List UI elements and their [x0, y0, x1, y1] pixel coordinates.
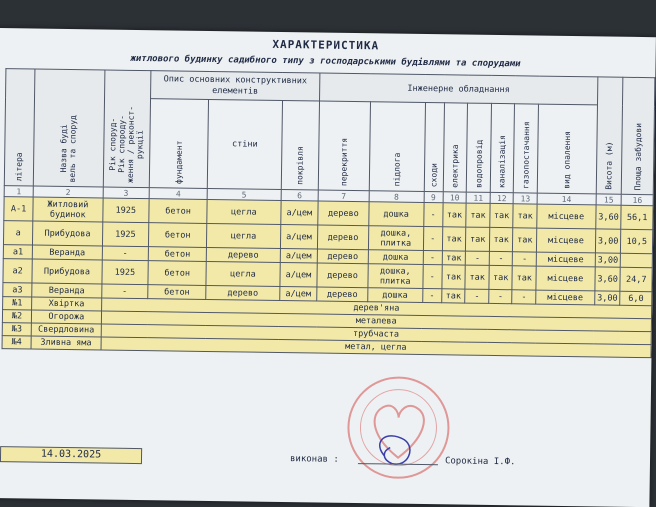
cell-walls: цегла: [207, 223, 281, 248]
cell-gas: -: [512, 290, 536, 304]
cell-flooring: дошка: [368, 250, 423, 265]
cell-sewer: так: [489, 265, 513, 289]
column-number: 5: [207, 188, 281, 200]
cell-walls: дерево: [206, 247, 280, 262]
cell-floors: дерево: [317, 225, 368, 250]
header-year: Рік споруд- Рік спороду- ження / реконст- рукції: [103, 70, 151, 188]
cell-area: 24,7: [620, 267, 652, 291]
header-water: водопровід: [467, 103, 492, 192]
cell-roof: а/цем: [279, 286, 317, 301]
cell-litera: а1: [3, 245, 32, 259]
column-number: 14: [537, 193, 596, 205]
seal-stamp-icon: [342, 371, 456, 485]
cell-heating: місцеве: [536, 252, 595, 267]
cell-electric: так: [441, 289, 465, 303]
cell-name: Прибудова: [32, 259, 102, 284]
cell-name: Веранда: [32, 283, 101, 298]
column-number: 3: [103, 187, 150, 199]
header-height: Висота (м): [596, 77, 623, 194]
column-number: 7: [318, 190, 369, 202]
cell-water: так: [466, 227, 490, 251]
executed-label: виконав :: [289, 454, 339, 465]
cell-area: 6,0: [620, 291, 652, 305]
cell-height: 3,00: [595, 253, 621, 267]
cell-electric: так: [442, 251, 466, 265]
cell-stairs: -: [422, 264, 442, 288]
cell-water: -: [465, 289, 489, 303]
cell-foundation: бетон: [148, 285, 206, 300]
cell-floors: дерево: [317, 263, 368, 288]
extra-material: дерев'яна: [101, 298, 652, 319]
characteristics-table: [2, 68, 656, 358]
column-number: 13: [514, 193, 538, 204]
cell-area: 10,5: [621, 229, 653, 253]
cell-walls: цегла: [206, 261, 280, 286]
header-litera: літера: [4, 69, 35, 186]
cell-roof: а/цем: [280, 248, 318, 263]
cell-area: [621, 253, 653, 267]
header-roof: покрівля: [281, 101, 320, 191]
extra-name: Хвіртка: [32, 297, 101, 311]
cell-floors: дерево: [317, 287, 368, 302]
cell-walls: цегла: [207, 199, 281, 224]
document-subtitle: житлового будинку садибного типу з господарськими будівлями та спорудами: [130, 53, 521, 70]
document-title: ХАРАКТЕРИСТИКА: [272, 37, 380, 53]
cell-year: 1925: [102, 198, 149, 223]
cell-height: 3,60: [595, 267, 621, 291]
column-number: 16: [622, 194, 654, 205]
header-gas: газопостачання: [514, 104, 539, 193]
extra-number: №1: [3, 297, 32, 310]
extra-material: метал, цегла: [101, 337, 652, 358]
cell-foundation: бетон: [148, 223, 206, 248]
cell-roof: а/цем: [280, 224, 318, 249]
column-number: 2: [33, 186, 102, 198]
cell-gas: -: [513, 252, 537, 266]
cell-foundation: бетон: [148, 247, 206, 262]
cell-electric: так: [443, 203, 467, 227]
cell-flooring: дошка: [368, 288, 423, 303]
cell-foundation: бетон: [149, 199, 207, 224]
cell-height: 3,00: [595, 229, 621, 253]
cell-water: так: [466, 203, 490, 227]
cell-foundation: бетон: [148, 261, 206, 286]
cell-name: Прибудова: [33, 221, 103, 246]
cell-stairs: -: [422, 288, 441, 302]
header-electric: електрика: [443, 103, 468, 192]
header-heating: вид опалення: [537, 104, 597, 194]
column-number: 4: [149, 188, 207, 200]
column-number: 15: [596, 194, 622, 205]
column-number: 8: [369, 191, 424, 203]
column-number: 12: [490, 192, 514, 203]
cell-sewer: так: [489, 227, 513, 251]
document-date: 14.03.2025: [0, 446, 142, 464]
header-floors: перекриття: [318, 101, 370, 191]
cell-sewer: -: [489, 289, 513, 303]
cell-floors: дерево: [317, 249, 368, 264]
extra-name: Огорожа: [32, 310, 101, 324]
cell-flooring: дошка: [369, 202, 424, 227]
cell-area: 56,1: [621, 205, 653, 229]
cell-electric: так: [442, 265, 466, 289]
cell-gas: так: [512, 266, 536, 290]
cell-flooring: дошка, плитка: [368, 264, 423, 289]
header-name: Назва буді вель та споруд: [34, 69, 105, 187]
cell-name: Житловий будинок: [33, 197, 103, 222]
document-page: [0, 28, 656, 507]
header-stairs: сходи: [424, 102, 444, 191]
cell-water: так: [465, 265, 489, 289]
column-number: 6: [281, 189, 319, 201]
cell-height: 3,60: [595, 205, 621, 229]
header-area: Площа забудови: [622, 77, 655, 194]
cell-gas: так: [513, 204, 537, 228]
cell-litera: а2: [3, 259, 33, 283]
cell-heating: місцеве: [536, 228, 595, 253]
cell-gas: так: [513, 228, 537, 252]
cell-roof: а/цем: [280, 262, 318, 287]
cell-walls: дерево: [206, 285, 280, 300]
executor-name: Сорокіна І.Ф.: [444, 456, 516, 468]
extra-material: трубчаста: [101, 324, 652, 345]
cell-water: -: [466, 251, 490, 265]
cell-year: 1925: [102, 222, 149, 247]
cell-height: 3,00: [594, 291, 620, 305]
header-structural-group: Опис основних конструктивних елементів: [151, 71, 320, 101]
cell-name: Веранда: [33, 245, 102, 260]
cell-heating: місцеве: [536, 266, 595, 291]
header-foundation: фундамент: [149, 99, 208, 189]
cell-year: -: [101, 284, 148, 299]
cell-sewer: -: [489, 251, 513, 265]
cell-flooring: дошка, плитка: [368, 226, 423, 251]
cell-litera: а: [3, 221, 33, 245]
column-number: 11: [466, 192, 490, 203]
cell-litera: а3: [3, 283, 32, 297]
column-number: 1: [4, 186, 33, 197]
cell-electric: так: [442, 227, 466, 251]
cell-stairs: -: [423, 226, 443, 250]
column-number: 10: [443, 192, 467, 203]
extra-material: металева: [101, 311, 652, 332]
header-walls: стіни: [207, 99, 282, 189]
header-engineering-group: Інженерне обладнання: [320, 73, 598, 105]
extra-name: Зливна яма: [31, 336, 100, 350]
extra-number: №3: [2, 323, 31, 336]
extra-number: №2: [2, 310, 31, 323]
cell-litera: А-1: [4, 197, 34, 221]
header-sewer: каналізація: [490, 103, 515, 192]
column-number: 9: [424, 191, 443, 202]
header-flooring: підлога: [369, 102, 425, 192]
cell-stairs: -: [423, 202, 443, 226]
cell-floors: дерево: [318, 201, 369, 226]
cell-heating: місцеве: [536, 290, 595, 305]
cell-heating: місцеве: [537, 204, 596, 229]
extra-number: №4: [2, 336, 31, 349]
extra-name: Свердловина: [31, 323, 100, 337]
cell-year: -: [102, 246, 149, 261]
cell-sewer: так: [490, 203, 514, 227]
cell-year: 1925: [101, 260, 148, 285]
cell-stairs: -: [423, 250, 442, 264]
cell-roof: а/цем: [280, 200, 318, 225]
